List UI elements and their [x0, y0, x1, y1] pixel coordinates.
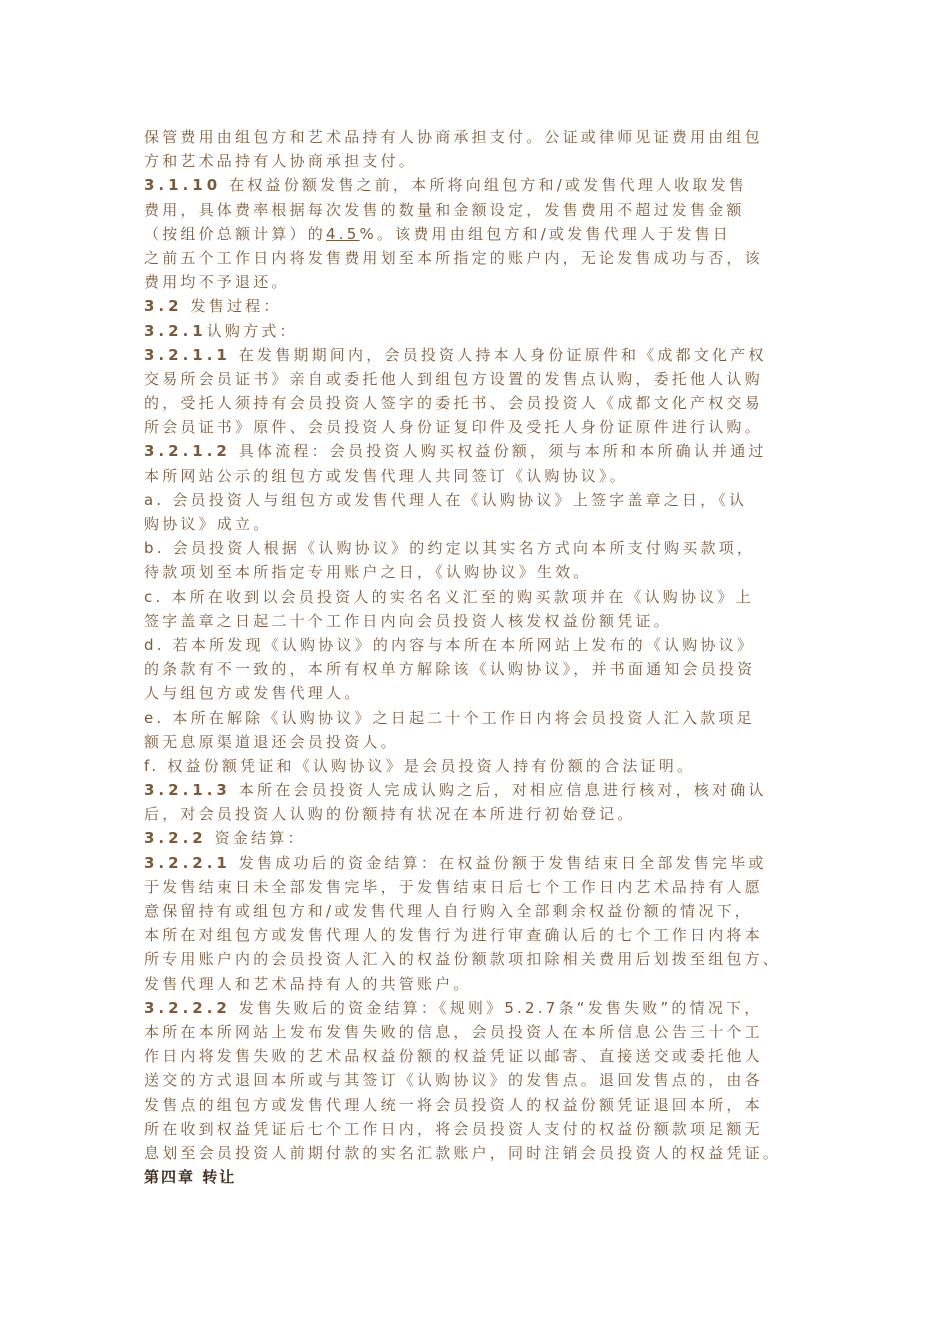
text-run: %。该费用由组包方和/或发售代理人于发售日 — [359, 224, 731, 243]
text-run: 本所在对组包方或发售代理人的发售行为进行审查确认后的七个工作日内将本 — [144, 926, 763, 945]
text-line — [144, 972, 812, 996]
text-line — [144, 996, 812, 1020]
text-line — [144, 778, 812, 802]
text-run: 于发售结束日未全部发售完毕，于发售结束日后七个工作日内艺术品持有人愿 — [144, 877, 763, 896]
section-number: 3.2.2.1 — [144, 853, 231, 872]
text-run: 费用均不予退还。 — [144, 273, 290, 292]
text-line — [144, 585, 812, 609]
text-run: 发售成功后的资金结算：在权益份额于发售结束日全部发售完毕或 — [230, 853, 767, 872]
text-run: 方和艺术品持有人协商承担支付。 — [144, 152, 418, 171]
text-line — [144, 415, 812, 439]
text-run: 购协议》成立。 — [144, 515, 272, 533]
text-line — [144, 826, 812, 850]
text-line — [144, 222, 812, 246]
text-line — [144, 802, 812, 826]
text-run: （按组价总额计算）的 — [144, 224, 327, 243]
text-run: 人与组包方或发售代理人。 — [144, 684, 363, 703]
text-line — [144, 270, 812, 294]
text-run: 保管费用由组包方和艺术品持有人协商承担支付。公证或律师见证费用由组包 — [144, 128, 763, 146]
text-line — [144, 1117, 812, 1141]
text-line — [144, 1141, 812, 1165]
section-number: 3.2.2 — [144, 829, 207, 848]
text-run: 在发售期期间内，会员投资人持本人身份证原件和《成都文化产权 — [230, 345, 767, 364]
text-line — [144, 633, 812, 657]
text-run: 交易所会员证书》亲自或委托他人到组包方设置的发售点认购，委托他人认购 — [144, 369, 763, 388]
text-run: 发售代理人和艺术品持有人的共管账户。 — [144, 974, 472, 993]
text-line — [144, 1093, 812, 1117]
chapter-heading: 第四章 转让 — [144, 1168, 237, 1187]
text-run: 待款项划至本所指定专用账户之日，《认购协议》生效。 — [144, 563, 592, 582]
text-run: d. 若本所发现《认购协议》的内容与本所在本所网站上发布的《认购协议》 — [144, 635, 756, 654]
text-run: f. 权益份额凭证和《认购协议》是会员投资人持有份额的合法证明。 — [144, 756, 696, 775]
text-line — [144, 246, 812, 270]
document-body — [144, 125, 812, 1189]
text-run: 发售点的组包方或发售代理人统一将会员投资人的权益份额凭证退回本所，本 — [144, 1095, 763, 1114]
text-line — [144, 536, 812, 560]
text-run: 认购方式： — [206, 321, 298, 340]
text-line — [144, 319, 812, 343]
text-run: 签字盖章之日起二十个工作日内向会员投资人核发权益份额凭证。 — [144, 611, 672, 630]
text-line — [144, 198, 812, 222]
text-line — [144, 851, 812, 875]
text-run: 所在收到权益凭证后七个工作日内，将会员投资人支付的权益份额款项足额无 — [144, 1119, 763, 1138]
text-run: c. 本所在收到以会员投资人的实名名义汇至的购买款项并在《认购协议》上 — [144, 587, 754, 606]
text-line — [144, 1044, 812, 1068]
section-number: 3.2.1.1 — [144, 345, 231, 364]
text-run: 后，对会员投资人认购的份额持有状况在本所进行初始登记。 — [144, 805, 636, 824]
text-run: 本所在本所网站上发布发售失败的信息，会员投资人在本所信息公告三十个工 — [144, 1022, 763, 1041]
text-line — [144, 657, 812, 681]
text-run: 的条款有不一致的，本所有权单方解除该《认购协议》，并书面通知会员投资 — [144, 660, 756, 679]
text-run: 额无息原渠道退还会员投资人。 — [144, 732, 399, 751]
text-line — [144, 923, 812, 947]
section-number: 3.1.10 — [144, 176, 222, 195]
section-number: 3.2.1 — [144, 321, 207, 340]
text-line — [144, 391, 812, 415]
text-run: b. 会员投资人根据《认购协议》的约定以其实名方式向本所支付购买款项， — [144, 539, 756, 558]
text-run: 息划至会员投资人前期付款的实名汇款账户，同时注销会员投资人的权益凭证。 — [144, 1143, 782, 1162]
text-run: a. 会员投资人与组包方或发售代理人在《认购协议》上签字盖章之日，《认 — [144, 490, 748, 509]
text-run: 所会员证书》原件、会员投资人身份证复印件及受托人身份证原件进行认购。 — [144, 418, 763, 437]
text-line — [144, 149, 812, 173]
text-run: 所专用账户内的会员投资人汇入的权益份额款项扣除相关费用后划拨至组包方、 — [144, 950, 782, 969]
text-run: 发售过程： — [182, 297, 282, 316]
text-line — [144, 730, 812, 754]
text-run: 意保留持有或组包方和/或发售代理人自行购入全部剩余权益份额的情况下， — [144, 902, 753, 920]
text-run: 4.5 — [326, 224, 360, 243]
text-run: 在权益份额发售之前，本所将向组包方和/或发售代理人收取发售 — [221, 176, 747, 195]
section-number: 3.2.1.3 — [144, 781, 231, 800]
text-line — [144, 512, 812, 536]
text-line — [144, 947, 812, 971]
text-line — [144, 754, 812, 778]
text-line — [144, 125, 812, 149]
text-line — [144, 1068, 812, 1092]
text-line — [144, 609, 812, 633]
text-line — [144, 294, 812, 318]
section-number: 3.2.1.2 — [144, 442, 231, 461]
text-run: 具体流程：会员投资人购买权益份额，须与本所和本所确认并通过 — [230, 442, 767, 461]
text-run: 发售失败后的资金结算：《规则》5.2.7条“发售失败”的情况下， — [230, 998, 763, 1017]
section-number: 3.2.2.2 — [144, 998, 231, 1017]
text-line — [144, 488, 812, 512]
text-run: 的，受托人须持有会员投资人签字的委托书、会员投资人《成都文化产权交易 — [144, 394, 763, 413]
text-line — [144, 560, 812, 584]
text-run: 资金结算： — [206, 829, 306, 848]
text-run: 作日内将发售失败的艺术品权益份额的权益凭证以邮寄、直接送交或委托他人 — [144, 1047, 763, 1066]
text-line — [144, 343, 812, 367]
text-line — [144, 681, 812, 705]
text-line — [144, 439, 812, 463]
text-run: e. 本所在解除《认购协议》之日起二十个工作日内将会员投资人汇入款项足 — [144, 708, 755, 727]
text-run: 本所在会员投资人完成认购之后，对相应信息进行核对，核对确认 — [230, 781, 767, 800]
text-line — [144, 875, 812, 899]
text-run: 本所网站公示的组包方或发售代理人共同签订《认购协议》。 — [144, 466, 628, 485]
text-line — [144, 367, 812, 391]
text-line — [144, 173, 812, 197]
text-run: 送交的方式退回本所或与其签订《认购协议》的发售点。退回发售点的，由各 — [144, 1071, 763, 1090]
text-run: 费用，具体费率根据每次发售的数量和金额设定，发售费用不超过发售金额 — [144, 200, 745, 219]
text-line — [144, 1020, 812, 1044]
text-line — [144, 706, 812, 730]
text-run: 之前五个工作日内将发售费用划至本所指定的账户内，无论发售成功与否，该 — [144, 248, 763, 267]
section-number: 3.2 — [144, 297, 183, 316]
text-line — [144, 464, 812, 488]
text-line — [144, 899, 812, 923]
